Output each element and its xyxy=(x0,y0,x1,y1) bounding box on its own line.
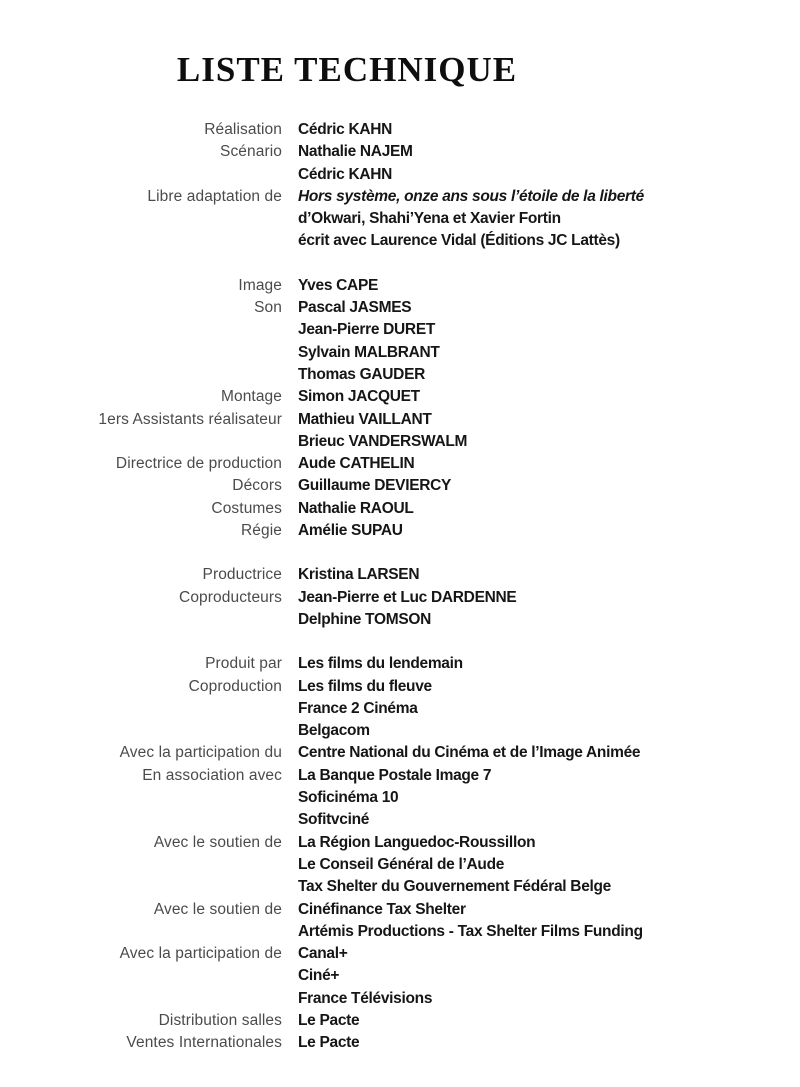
credit-role-label: Directrice de production xyxy=(115,455,282,473)
credit-value: Yves CAPE xyxy=(298,276,379,294)
credit-role-label: Scénario xyxy=(220,143,282,161)
credit-row xyxy=(0,297,800,319)
credit-block xyxy=(0,653,800,1054)
credit-value: Jean-Pierre et Luc DARDENNE xyxy=(298,588,517,606)
credit-value: Cinéfinance Tax Shelter xyxy=(298,900,466,918)
credit-row xyxy=(0,609,800,631)
credit-row xyxy=(0,653,800,675)
credit-row xyxy=(0,364,800,386)
credit-row xyxy=(0,698,800,720)
credit-row xyxy=(0,564,800,586)
credit-row xyxy=(0,876,800,898)
credit-value: Soficinéma 10 xyxy=(298,789,399,807)
credit-row xyxy=(0,141,800,163)
credit-row xyxy=(0,520,800,542)
credit-value: Centre National du Cinéma et de l’Image Animée xyxy=(298,744,641,762)
credit-row xyxy=(0,275,800,297)
credit-row xyxy=(0,431,800,453)
credit-row xyxy=(0,965,800,987)
credit-value: Sylvain MALBRANT xyxy=(298,343,440,361)
credit-value: Canal+ xyxy=(298,945,348,963)
credit-row xyxy=(0,453,800,475)
credit-role-label: Coproducteurs xyxy=(179,588,282,606)
credit-value: Delphine TOMSON xyxy=(298,610,432,628)
credit-block xyxy=(0,564,800,631)
credit-row xyxy=(0,208,800,230)
credit-value: Pascal JASMES xyxy=(298,299,412,317)
credit-value: Les films du lendemain xyxy=(298,655,463,673)
credit-value: Le Pacte xyxy=(298,1034,360,1052)
credit-value: Belgacom xyxy=(298,722,370,740)
credit-row xyxy=(0,809,800,831)
credit-role-label: En association avec xyxy=(142,766,282,784)
credit-value: Ciné+ xyxy=(298,967,340,985)
credit-role-label: Régie xyxy=(241,522,282,540)
credit-value: Artémis Productions - Tax Shelter Films Funding xyxy=(298,922,643,940)
credit-row xyxy=(0,475,800,497)
credit-row xyxy=(0,186,800,208)
credit-role-label: Produit par xyxy=(205,655,282,673)
credit-role-label: Avec la participation de xyxy=(119,945,282,963)
credit-value: Cédric KAHN xyxy=(298,165,393,183)
credit-value: Les films du fleuve xyxy=(298,677,432,695)
credit-row xyxy=(0,765,800,787)
credit-role-label: Avec la participation du xyxy=(119,744,282,762)
credit-row xyxy=(0,720,800,742)
credit-block xyxy=(0,119,800,253)
credit-role-label: Productrice xyxy=(202,566,282,584)
credit-value: Simon JACQUET xyxy=(298,388,420,406)
credit-role-label: Costumes xyxy=(211,499,282,517)
credit-row xyxy=(0,1032,800,1054)
credit-role-label: Libre adaptation de xyxy=(147,187,282,205)
credit-role-label: Montage xyxy=(220,388,282,406)
credit-row xyxy=(0,164,800,186)
credit-value: Le Pacte xyxy=(298,1011,360,1029)
page-title: LISTE TECHNIQUE xyxy=(176,50,518,89)
credit-row xyxy=(0,386,800,408)
credit-value: Amélie SUPAU xyxy=(298,522,403,540)
credit-row xyxy=(0,676,800,698)
credit-value: Guillaume DEVIERCY xyxy=(298,477,452,495)
credit-row xyxy=(0,230,800,252)
credit-row xyxy=(0,899,800,921)
credit-value: Cédric KAHN xyxy=(298,121,393,138)
credit-value: France 2 Cinéma xyxy=(298,699,418,717)
credit-value: Hors système, onze ans sous l’étoile de la liberté xyxy=(298,187,644,205)
credit-value: Nathalie NAJEM xyxy=(298,143,413,161)
credit-role-label: Image xyxy=(238,276,282,294)
credit-value: Kristina LARSEN xyxy=(298,566,420,584)
credit-row xyxy=(0,1010,800,1032)
credit-row xyxy=(0,319,800,341)
credit-row xyxy=(0,943,800,965)
credit-row xyxy=(0,409,800,431)
credit-block xyxy=(0,275,800,543)
credit-row xyxy=(0,119,800,141)
credit-value: Sofitvciné xyxy=(298,811,370,829)
credit-value: France Télévisions xyxy=(298,989,433,1007)
credit-role-label: Son xyxy=(254,299,282,317)
credit-value: La Région Languedoc-Roussillon xyxy=(298,833,536,851)
credit-role-label: Distribution salles xyxy=(158,1011,282,1029)
credit-role-label: Coproduction xyxy=(188,677,282,695)
credit-role-label: Décors xyxy=(232,477,282,495)
credit-value: Le Conseil Général de l’Aude xyxy=(298,855,505,873)
credit-row xyxy=(0,342,800,364)
credit-row xyxy=(0,787,800,809)
credit-value: écrit avec Laurence Vidal (Éditions JC Lattès) xyxy=(298,232,620,250)
credit-row xyxy=(0,498,800,520)
credit-row xyxy=(0,832,800,854)
credit-value: La Banque Postale Image 7 xyxy=(298,766,492,784)
credit-row xyxy=(0,587,800,609)
credit-value: Nathalie RAOUL xyxy=(298,499,414,517)
credit-value: Tax Shelter du Gouvernement Fédéral Belge xyxy=(298,878,612,896)
credit-value: d’Okwari, Shahi’Yena et Xavier Fortin xyxy=(298,210,561,228)
credit-value: Aude CATHELIN xyxy=(298,455,415,473)
credit-role-label: Avec le soutien de xyxy=(153,833,282,851)
credit-row xyxy=(0,921,800,943)
credit-role-label: 1ers Assistants réalisateur xyxy=(98,410,282,428)
credit-value: Thomas GAUDER xyxy=(298,365,426,383)
credit-role-label: Avec le soutien de xyxy=(153,900,282,918)
credit-role-label: Ventes Internationales xyxy=(126,1034,282,1052)
credits-list xyxy=(0,119,800,1055)
credit-value: Mathieu VAILLANT xyxy=(298,410,432,428)
credit-row xyxy=(0,988,800,1010)
credit-value: Brieuc VANDERSWALM xyxy=(298,432,468,450)
credit-role-label: Réalisation xyxy=(204,121,282,138)
credit-row xyxy=(0,742,800,764)
credit-row xyxy=(0,854,800,876)
credit-value: Jean-Pierre DURET xyxy=(298,321,436,339)
